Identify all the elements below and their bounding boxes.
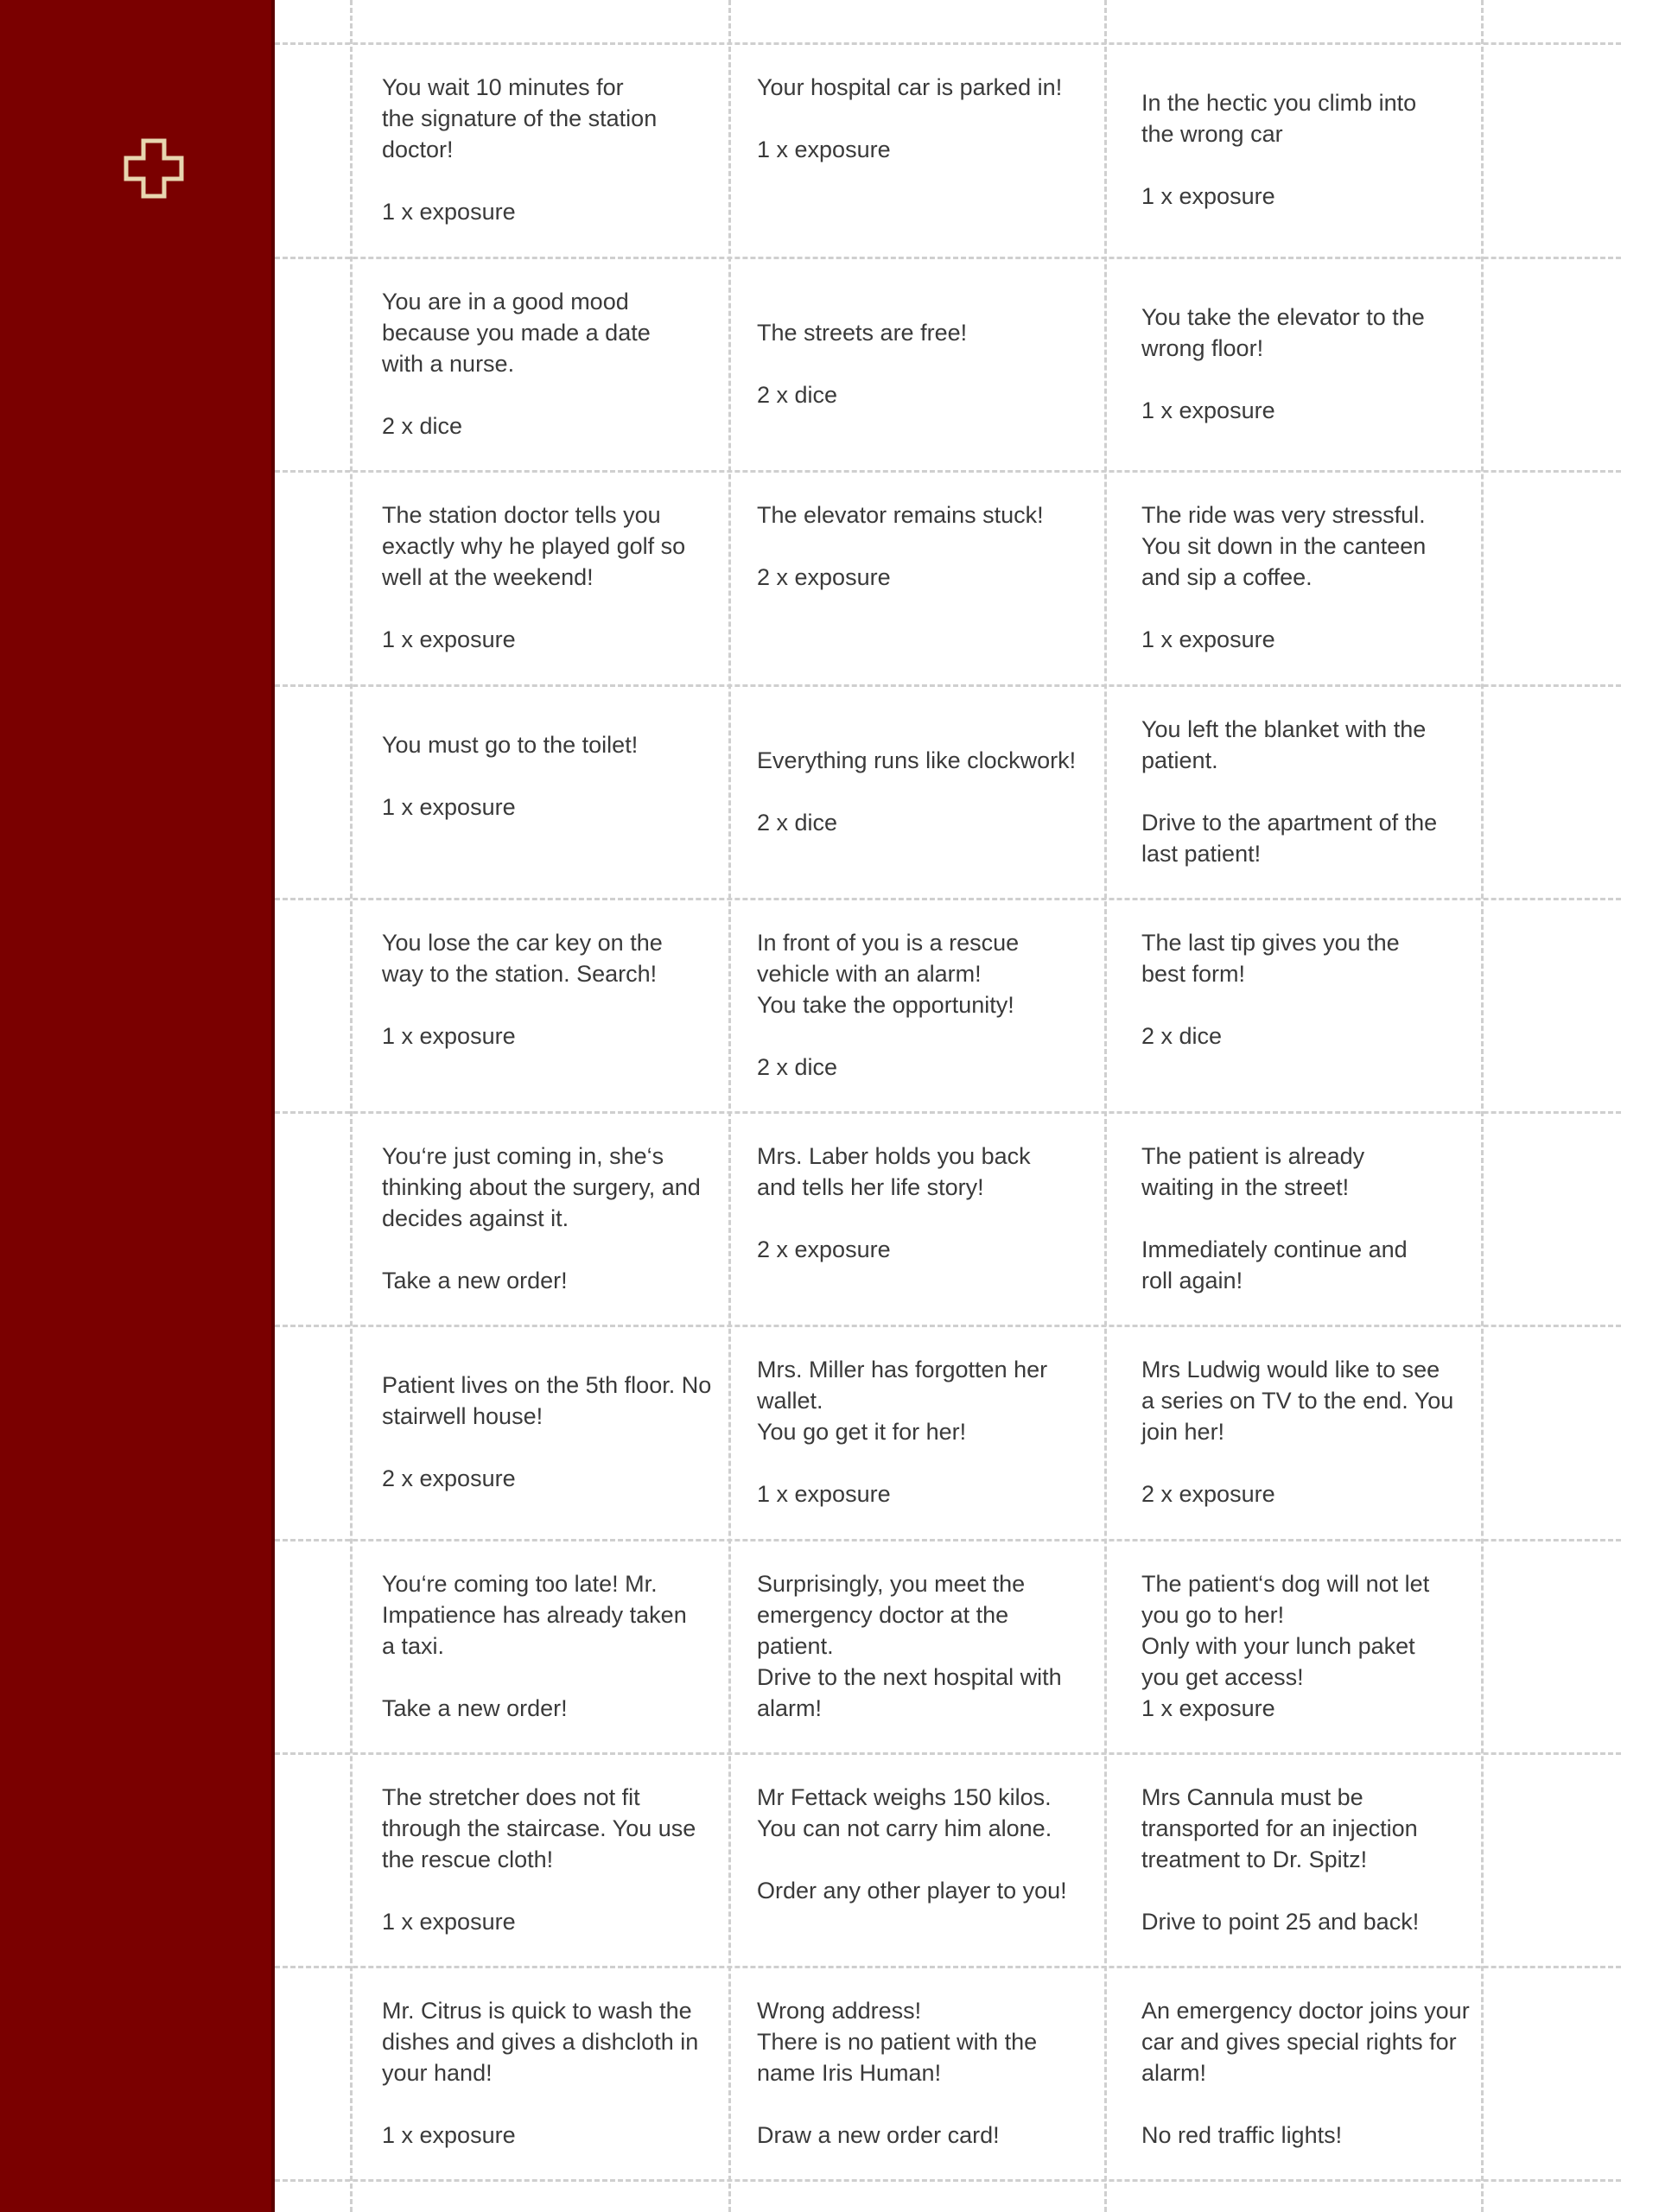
- sidebar-edge: [271, 0, 275, 2212]
- event-card: [757, 691, 1103, 891]
- card-spacer: [1141, 364, 1478, 395]
- event-card: [757, 477, 1103, 677]
- event-card: [1141, 1546, 1478, 1745]
- event-card: [382, 905, 728, 1104]
- card-text-line: Mrs. Miller has forgotten her: [757, 1357, 1048, 1382]
- card-text-line: thinking about the surgery, and: [382, 1173, 701, 1200]
- card-text-line: Your hospital car is parked in!: [757, 74, 1063, 100]
- card-text-line: transported for an injection: [1141, 1815, 1418, 1841]
- event-card: [382, 1118, 728, 1318]
- card-text-line: dishes and gives a dishcloth in: [382, 2028, 699, 2055]
- card-text-line: and sip a coffee.: [1141, 564, 1313, 590]
- card-text-line: Mr. Citrus is quick to wash the: [382, 1997, 692, 2024]
- card-text-line: Surprisingly, you meet the: [757, 1570, 1026, 1597]
- card-text-line: waiting in the street!: [1141, 1173, 1350, 1200]
- card-text-line: Drive to point 25 and back!: [1141, 1908, 1420, 1935]
- card-text-line: 2 x dice: [757, 809, 838, 836]
- event-card: [757, 264, 1103, 463]
- card-text-line: a series on TV to the end. You: [1141, 1388, 1454, 1414]
- event-card: [1141, 49, 1478, 250]
- card-spacer: [382, 1662, 728, 1693]
- card-text-line: The elevator remains stuck!: [757, 502, 1044, 528]
- card-text-line: 2 x exposure: [1141, 1481, 1275, 1507]
- card-spacer: [382, 760, 728, 791]
- cut-line-horizontal: [275, 1325, 1621, 1327]
- card-text-line: 2 x exposure: [757, 564, 891, 590]
- card-text-line: through the staircase. You use: [382, 1815, 696, 1841]
- event-card: [757, 1973, 1103, 2172]
- card-text-line: 2 x dice: [757, 1053, 838, 1080]
- card-text-line: In the hectic you climb into: [1141, 90, 1417, 116]
- event-card: [1141, 1118, 1478, 1318]
- event-card: [382, 49, 728, 250]
- card-text-line: car and gives special rights for: [1141, 2028, 1457, 2055]
- cut-line-horizontal: [275, 257, 1621, 259]
- card-text-line: An emergency doctor joins your: [1141, 1997, 1470, 2024]
- event-card: [382, 1973, 728, 2172]
- card-text-line: Take a new order!: [382, 1694, 568, 1721]
- card-text-line: 1 x exposure: [757, 137, 891, 162]
- card-text-line: wallet.: [757, 1388, 823, 1414]
- event-card: [1141, 264, 1478, 463]
- event-card: [382, 1546, 728, 1745]
- cut-line-horizontal: [275, 684, 1621, 687]
- card-text-line: 2 x exposure: [757, 1236, 891, 1262]
- card-text-line: The patient is already: [1141, 1142, 1365, 1169]
- card-spacer: [757, 1020, 1103, 1052]
- card-spacer: [1141, 1203, 1478, 1234]
- card-spacer: [382, 2088, 728, 2120]
- card-text-line: the wrong car: [1141, 121, 1283, 147]
- card-spacer: [757, 165, 1103, 196]
- card-text-line: 1 x exposure: [382, 199, 516, 225]
- event-card: [1141, 905, 1478, 1104]
- card-text-line: name Iris Human!: [757, 2059, 942, 2086]
- card-text-line: way to the station. Search!: [382, 960, 658, 987]
- card-spacer: [757, 103, 1103, 134]
- card-spacer: [1141, 989, 1478, 1020]
- card-text-line: 1 x exposure: [382, 2121, 516, 2148]
- event-card: [382, 1332, 728, 1532]
- card-spacer: [1141, 1447, 1478, 1478]
- card-text-line: best form!: [1141, 960, 1246, 987]
- card-text-line: The stretcher does not fit: [382, 1783, 640, 1810]
- card-text-line: Mr Fettack weighs 150 kilos.: [757, 1783, 1052, 1810]
- card-text-line: Everything runs like clockwork!: [757, 747, 1077, 773]
- event-card: [382, 1759, 728, 1959]
- card-text-line: the rescue cloth!: [382, 1846, 554, 1872]
- card-text-line: You go get it for her!: [757, 1419, 967, 1445]
- card-spacer: [757, 1265, 1103, 1296]
- event-card: [757, 49, 1103, 250]
- card-text-line: 1 x exposure: [1141, 1694, 1275, 1721]
- cut-line-horizontal: [275, 1111, 1621, 1114]
- cut-line-vertical: [1104, 0, 1107, 2212]
- cut-line-horizontal: [275, 898, 1621, 900]
- card-spacer: [1141, 149, 1478, 181]
- card-text-line: alarm!: [1141, 2059, 1207, 2086]
- card-spacer: [1141, 1052, 1478, 1083]
- cut-line-horizontal: [275, 1752, 1621, 1755]
- card-text-line: Mrs. Laber holds you back: [757, 1142, 1031, 1169]
- card-spacer: [757, 196, 1103, 227]
- card-text-line: The ride was very stressful.: [1141, 502, 1426, 528]
- card-text-line: well at the weekend!: [382, 564, 594, 590]
- card-text-line: Draw a new order card!: [757, 2121, 1000, 2148]
- card-spacer: [757, 1844, 1103, 1875]
- card-spacer: [382, 1234, 728, 1265]
- event-card: [757, 1759, 1103, 1959]
- card-spacer: [757, 348, 1103, 379]
- card-text-line: exactly why he played golf so: [382, 533, 686, 559]
- event-card: [382, 691, 728, 891]
- cut-line-horizontal: [275, 1539, 1621, 1541]
- card-spacer: [382, 1052, 728, 1083]
- event-card: [757, 905, 1103, 1104]
- card-text-line: 1 x exposure: [382, 793, 516, 820]
- card-spacer: [382, 823, 728, 854]
- card-spacer: [757, 2088, 1103, 2120]
- card-text-line: You wait 10 minutes for: [382, 74, 624, 100]
- card-spacer: [757, 1447, 1103, 1478]
- card-text-line: because you made a date: [382, 319, 651, 346]
- card-text-line: Wrong address!: [757, 1997, 922, 2024]
- card-text-line: Order any other player to you!: [757, 1877, 1067, 1904]
- card-text-line: last patient!: [1141, 840, 1262, 867]
- card-text-line: you get access!: [1141, 1663, 1304, 1690]
- card-spacer: [757, 776, 1103, 807]
- card-text-line: You‘re just coming in, she‘s: [382, 1142, 664, 1169]
- event-card: [1141, 1759, 1478, 1959]
- event-card: [1141, 691, 1478, 891]
- card-text-line: decides against it.: [382, 1205, 569, 1231]
- event-card: [1141, 1973, 1478, 2172]
- card-text-line: There is no patient with the: [757, 2028, 1038, 2055]
- card-text-line: No red traffic lights!: [1141, 2121, 1343, 2148]
- card-text-line: You take the elevator to the: [1141, 303, 1425, 330]
- event-card: [757, 1332, 1103, 1532]
- cut-line-vertical: [350, 0, 353, 2212]
- card-text-line: you go to her!: [1141, 1601, 1285, 1628]
- card-text-line: You lose the car key on the: [382, 929, 663, 956]
- sidebar: [0, 0, 275, 2212]
- card-text-line: You‘re coming too late! Mr.: [382, 1570, 658, 1597]
- card-spacer: [757, 1906, 1103, 1937]
- card-text-line: Take a new order!: [382, 1267, 568, 1294]
- card-text-line: vehicle with an alarm!: [757, 960, 982, 987]
- card-spacer: [1141, 776, 1478, 807]
- cut-line-vertical: [1481, 0, 1484, 2212]
- card-text-line: 1 x exposure: [382, 1908, 516, 1935]
- card-text-line: 2 x dice: [382, 412, 463, 439]
- card-text-line: 2 x dice: [757, 381, 838, 408]
- card-text-line: Immediately continue and: [1141, 1236, 1408, 1262]
- card-text-line: treatment to Dr. Spitz!: [1141, 1846, 1368, 1872]
- card-text-line: The streets are free!: [757, 319, 968, 346]
- card-spacer: [382, 379, 728, 410]
- card-spacer: [757, 624, 1103, 655]
- card-text-line: with a nurse.: [382, 350, 515, 377]
- card-spacer: [757, 531, 1103, 562]
- card-text-line: In front of you is a rescue: [757, 929, 1020, 956]
- card-spacer: [382, 1432, 728, 1463]
- cut-line-horizontal: [275, 42, 1621, 45]
- card-text-line: The station doctor tells you: [382, 502, 661, 528]
- card-text-line: 1 x exposure: [1141, 183, 1275, 209]
- event-card: [1141, 477, 1478, 677]
- card-text-line: You take the opportunity!: [757, 991, 1014, 1018]
- card-text-line: a taxi.: [382, 1632, 445, 1659]
- card-text-line: 1 x exposure: [382, 626, 516, 652]
- card-text-line: The patient‘s dog will not let: [1141, 1570, 1430, 1597]
- card-text-line: Mrs Cannula must be: [1141, 1783, 1363, 1810]
- card-text-line: The last tip gives you the: [1141, 929, 1400, 956]
- event-card: [382, 477, 728, 677]
- card-spacer: [382, 989, 728, 1020]
- card-text-line: Patient lives on the 5th floor. No: [382, 1372, 712, 1398]
- card-text-line: alarm!: [757, 1694, 823, 1721]
- card-text-line: You must go to the toilet!: [382, 731, 639, 758]
- card-text-line: 1 x exposure: [757, 1481, 891, 1507]
- card-spacer: [382, 165, 728, 196]
- card-text-line: emergency doctor at the: [757, 1601, 1009, 1628]
- cut-line-horizontal: [275, 2179, 1621, 2182]
- card-text-line: You are in a good mood: [382, 288, 629, 315]
- card-text-line: join her!: [1141, 1419, 1225, 1445]
- event-card: [382, 264, 728, 463]
- card-text-line: 2 x dice: [1141, 1022, 1223, 1049]
- card-text-line: Only with your lunch paket: [1141, 1632, 1415, 1659]
- card-text-line: patient.: [757, 1632, 834, 1659]
- card-spacer: [382, 1875, 728, 1906]
- card-text-line: You left the blanket with the: [1141, 715, 1427, 742]
- card-text-line: wrong floor!: [1141, 334, 1264, 361]
- card-text-line: stairwell house!: [382, 1403, 543, 1429]
- card-spacer: [757, 593, 1103, 624]
- card-text-line: Impatience has already taken: [382, 1601, 687, 1628]
- card-text-line: You sit down in the canteen: [1141, 533, 1427, 559]
- card-text-line: 1 x exposure: [1141, 397, 1275, 423]
- card-text-line: patient.: [1141, 747, 1218, 773]
- medical-cross-icon: [124, 138, 184, 199]
- card-text-line: 1 x exposure: [1141, 626, 1275, 652]
- card-spacer: [1141, 2088, 1478, 2120]
- event-card: [1141, 1332, 1478, 1532]
- event-card: [757, 1118, 1103, 1318]
- card-text-line: doctor!: [382, 137, 454, 162]
- cut-line-horizontal: [275, 1966, 1621, 1968]
- card-text-line: 1 x exposure: [382, 1022, 516, 1049]
- card-spacer: [757, 1203, 1103, 1234]
- card-text-line: Drive to the apartment of the: [1141, 809, 1438, 836]
- card-text-line: and tells her life story!: [757, 1173, 984, 1200]
- card-text-line: your hand!: [382, 2059, 493, 2086]
- card-text-line: roll again!: [1141, 1267, 1243, 1294]
- cut-line-vertical: [728, 0, 731, 2212]
- card-text-line: You can not carry him alone.: [757, 1815, 1052, 1841]
- cut-line-horizontal: [275, 470, 1621, 473]
- card-text-line: 2 x exposure: [382, 1465, 516, 1491]
- card-spacer: [1141, 593, 1478, 624]
- card-text-line: the signature of the station: [382, 105, 658, 131]
- event-card: [757, 1546, 1103, 1745]
- card-text-line: Drive to the next hospital with: [757, 1663, 1062, 1690]
- card-spacer: [1141, 1875, 1478, 1906]
- card-text-line: Mrs Ludwig would like to see: [1141, 1357, 1440, 1382]
- card-spacer: [382, 593, 728, 624]
